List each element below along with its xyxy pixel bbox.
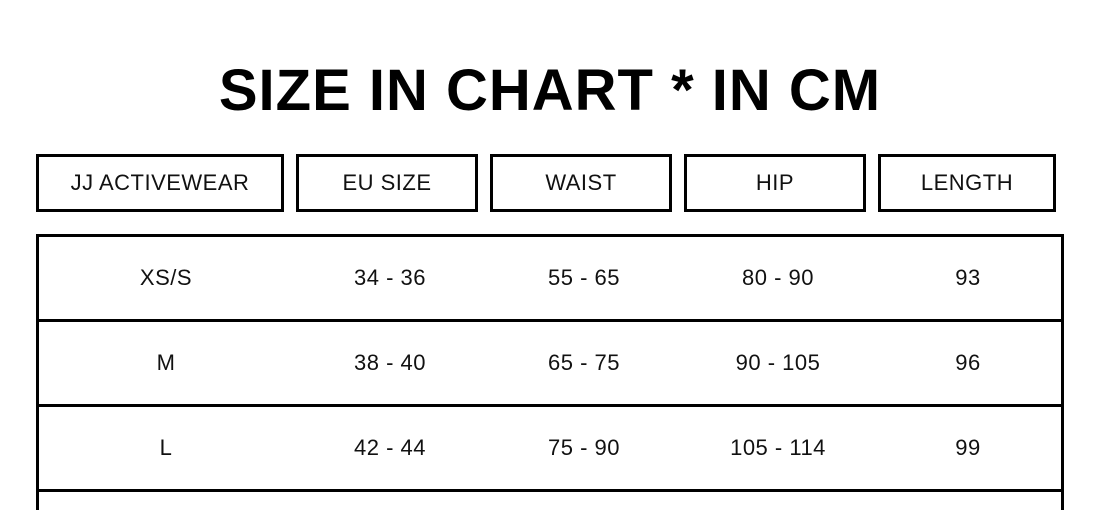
cell-eu-size: 42 - 44 xyxy=(354,435,426,460)
cell-length: 96 xyxy=(955,350,981,375)
cell-size: L xyxy=(159,435,173,460)
column-header-brand: JJ ACTIVEWEAR xyxy=(36,154,284,212)
cell-waist: 65 - 75 xyxy=(548,350,620,375)
cell-eu-size: 34 - 36 xyxy=(354,265,426,290)
column-header-waist: WAIST xyxy=(490,154,672,212)
cell-waist: 75 - 90 xyxy=(548,435,620,460)
cell-length: 93 xyxy=(955,265,981,290)
cell-eu-size: 38 - 40 xyxy=(354,350,426,375)
column-header-eu-size: EU SIZE xyxy=(296,154,478,212)
cell-hip: 90 - 105 xyxy=(735,350,821,375)
table-row xyxy=(39,407,1061,492)
cell-size: XS/S xyxy=(139,265,193,290)
table-row xyxy=(39,237,1061,322)
cell-waist: 55 - 65 xyxy=(548,265,620,290)
table-row xyxy=(39,322,1061,407)
table-header-row xyxy=(36,154,1064,212)
cell-hip: 105 - 114 xyxy=(730,435,826,460)
cell-length: 99 xyxy=(955,435,981,460)
column-header-hip: HIP xyxy=(684,154,866,212)
page-title: SIZE IN CHART * IN CM xyxy=(218,58,882,123)
size-table-body xyxy=(36,234,1064,492)
column-header-length: LENGTH xyxy=(878,154,1056,212)
table-bottom-edge xyxy=(36,492,1064,510)
cell-size: M xyxy=(156,350,176,375)
cell-hip: 80 - 90 xyxy=(742,265,814,290)
